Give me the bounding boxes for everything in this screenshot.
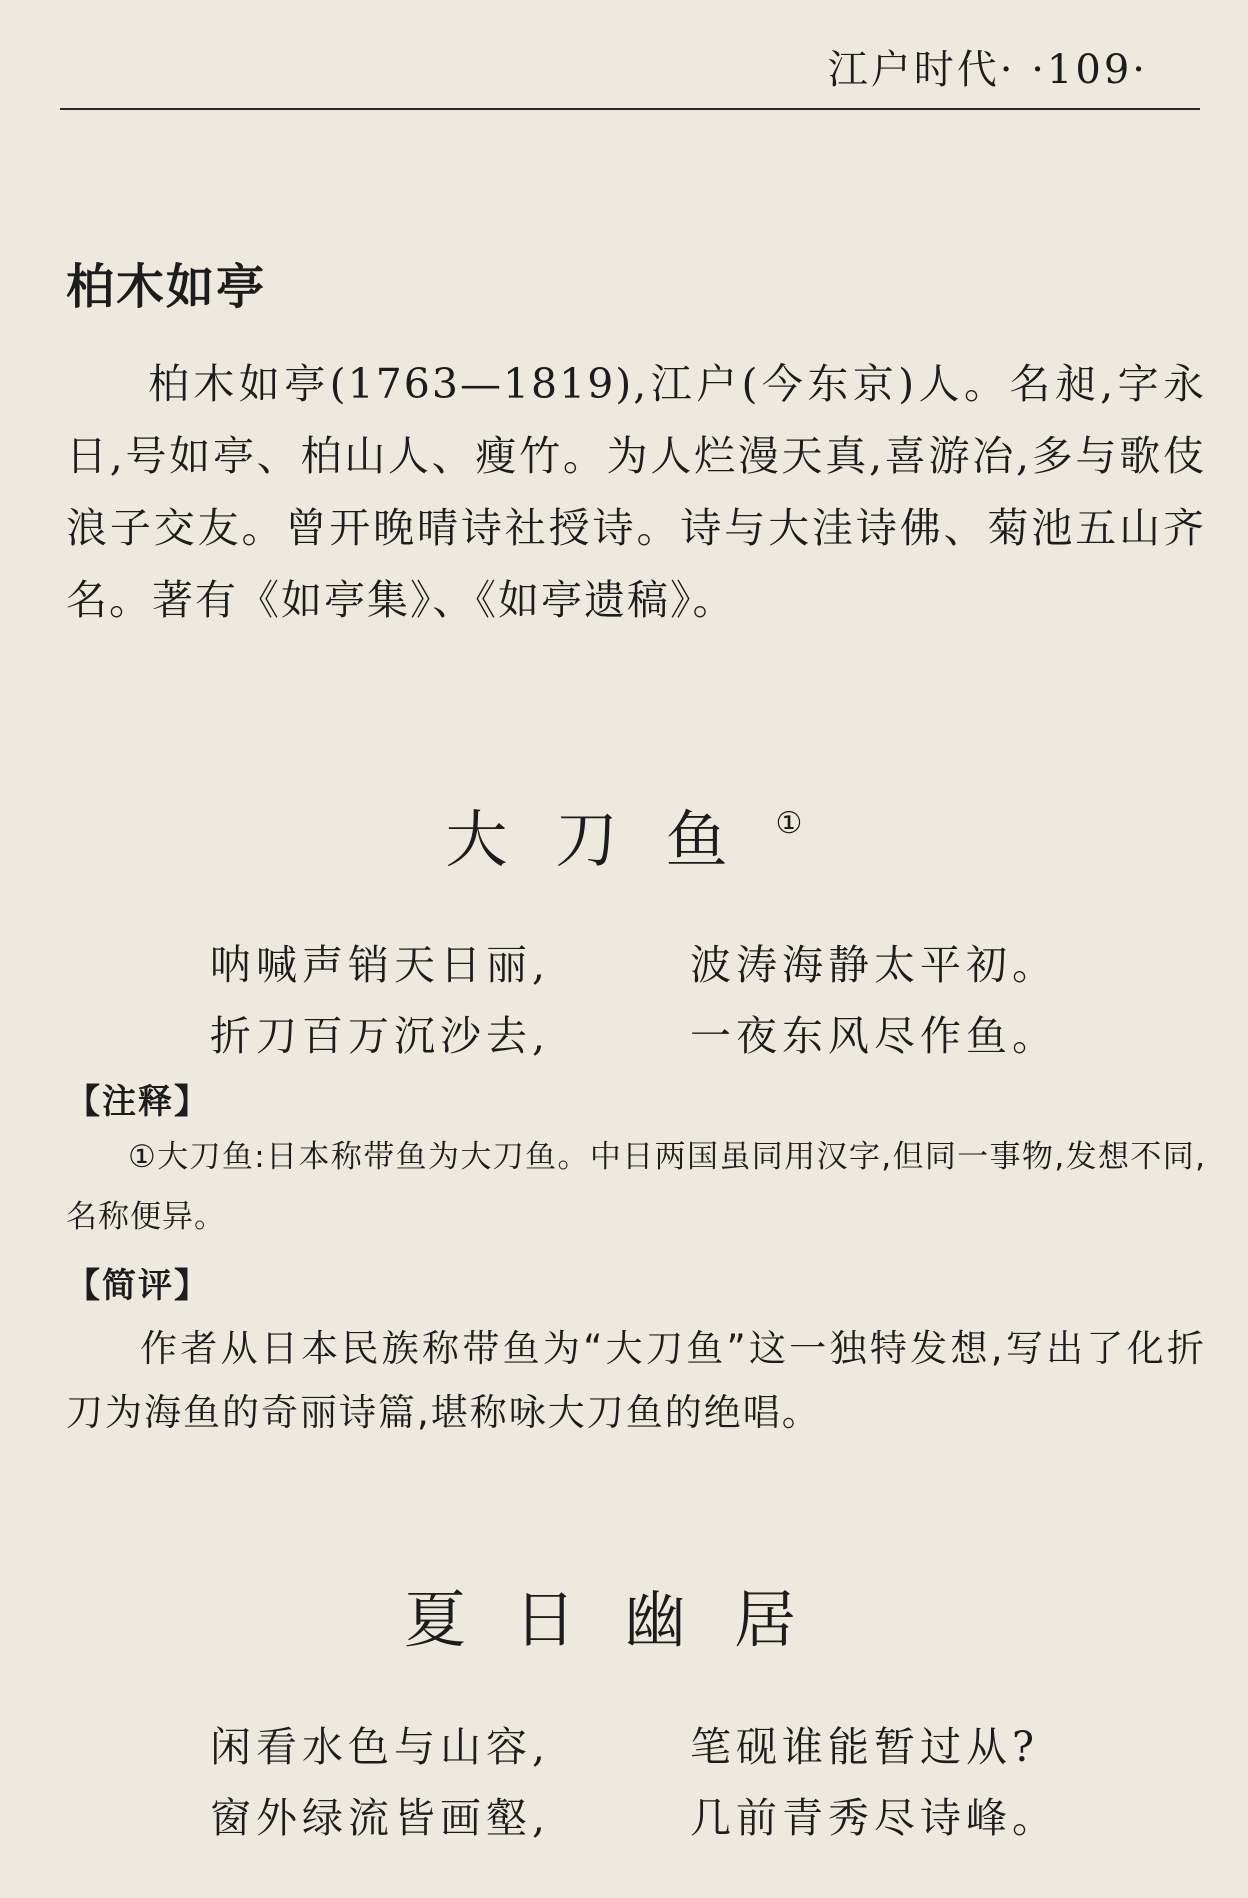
poem-line bbox=[210, 1003, 1170, 1063]
poem-line bbox=[210, 1714, 1170, 1774]
poem-line-second-half: 波涛海静太平初。 bbox=[690, 941, 1058, 989]
poem-line-second-half: 几前青秀尽诗峰。 bbox=[690, 1794, 1058, 1842]
author-bio-text: 柏木如亭(1763—1819),江户(今东京)人。名昶,字永日,号如亭、柏山人、瘦竹。为人烂漫天真,喜游冶,多与歌伎浪子交友。曾开晚晴诗社授诗。诗与大洼诗佛、菊池五山齐名。著有《如亭集》、《如亭遗稿》。 bbox=[66, 360, 1206, 624]
footnote-mark: ① bbox=[775, 806, 803, 841]
poem-line bbox=[210, 932, 1170, 992]
poem-line-second-half: 一夜东风尽作鱼。 bbox=[690, 1012, 1058, 1060]
poem-title-text: 夏日幽居 bbox=[403, 1583, 844, 1656]
poem-line-second-half: 笔砚谁能暂过从? bbox=[690, 1723, 1039, 1771]
comment-heading: 【简评】 bbox=[66, 1266, 210, 1306]
poem-line-first-half: 折刀百万沉沙去, bbox=[210, 1012, 551, 1060]
poem-title bbox=[0, 790, 1248, 879]
author-bio bbox=[66, 348, 1206, 636]
poem-line-first-half: 闲看水色与山容, bbox=[210, 1723, 551, 1771]
page-header bbox=[60, 30, 1200, 110]
poem-line-first-half: 窗外绿流皆画壑, bbox=[210, 1794, 551, 1842]
poem-title bbox=[0, 1570, 1248, 1659]
poem-title-text: 大刀鱼 bbox=[445, 803, 776, 876]
brief-comment-text: 作者从日本民族称带鱼为“大刀鱼”这一独特发想,写出了化折刀为海鱼的奇丽诗篇,堪称咏大刀鱼的绝唱。 bbox=[66, 1327, 1206, 1434]
footnote bbox=[66, 1127, 1206, 1247]
brief-comment bbox=[66, 1317, 1206, 1445]
poem-line-first-half: 呐喊声销天日丽, bbox=[210, 941, 551, 989]
running-title: 江户时代· bbox=[827, 47, 1016, 93]
author-name: 柏木如亭 bbox=[66, 259, 267, 315]
notes-heading: 【注释】 bbox=[66, 1082, 210, 1122]
footnote-text: ①大刀鱼:日本称带鱼为大刀鱼。中日两国虽同用汉字,但同一事物,发想不同,名称便异。 bbox=[66, 1139, 1206, 1235]
poem-line bbox=[210, 1785, 1170, 1845]
header-rule bbox=[60, 108, 1200, 110]
page-number: ·109· bbox=[1031, 47, 1148, 93]
running-header bbox=[828, 38, 1148, 95]
